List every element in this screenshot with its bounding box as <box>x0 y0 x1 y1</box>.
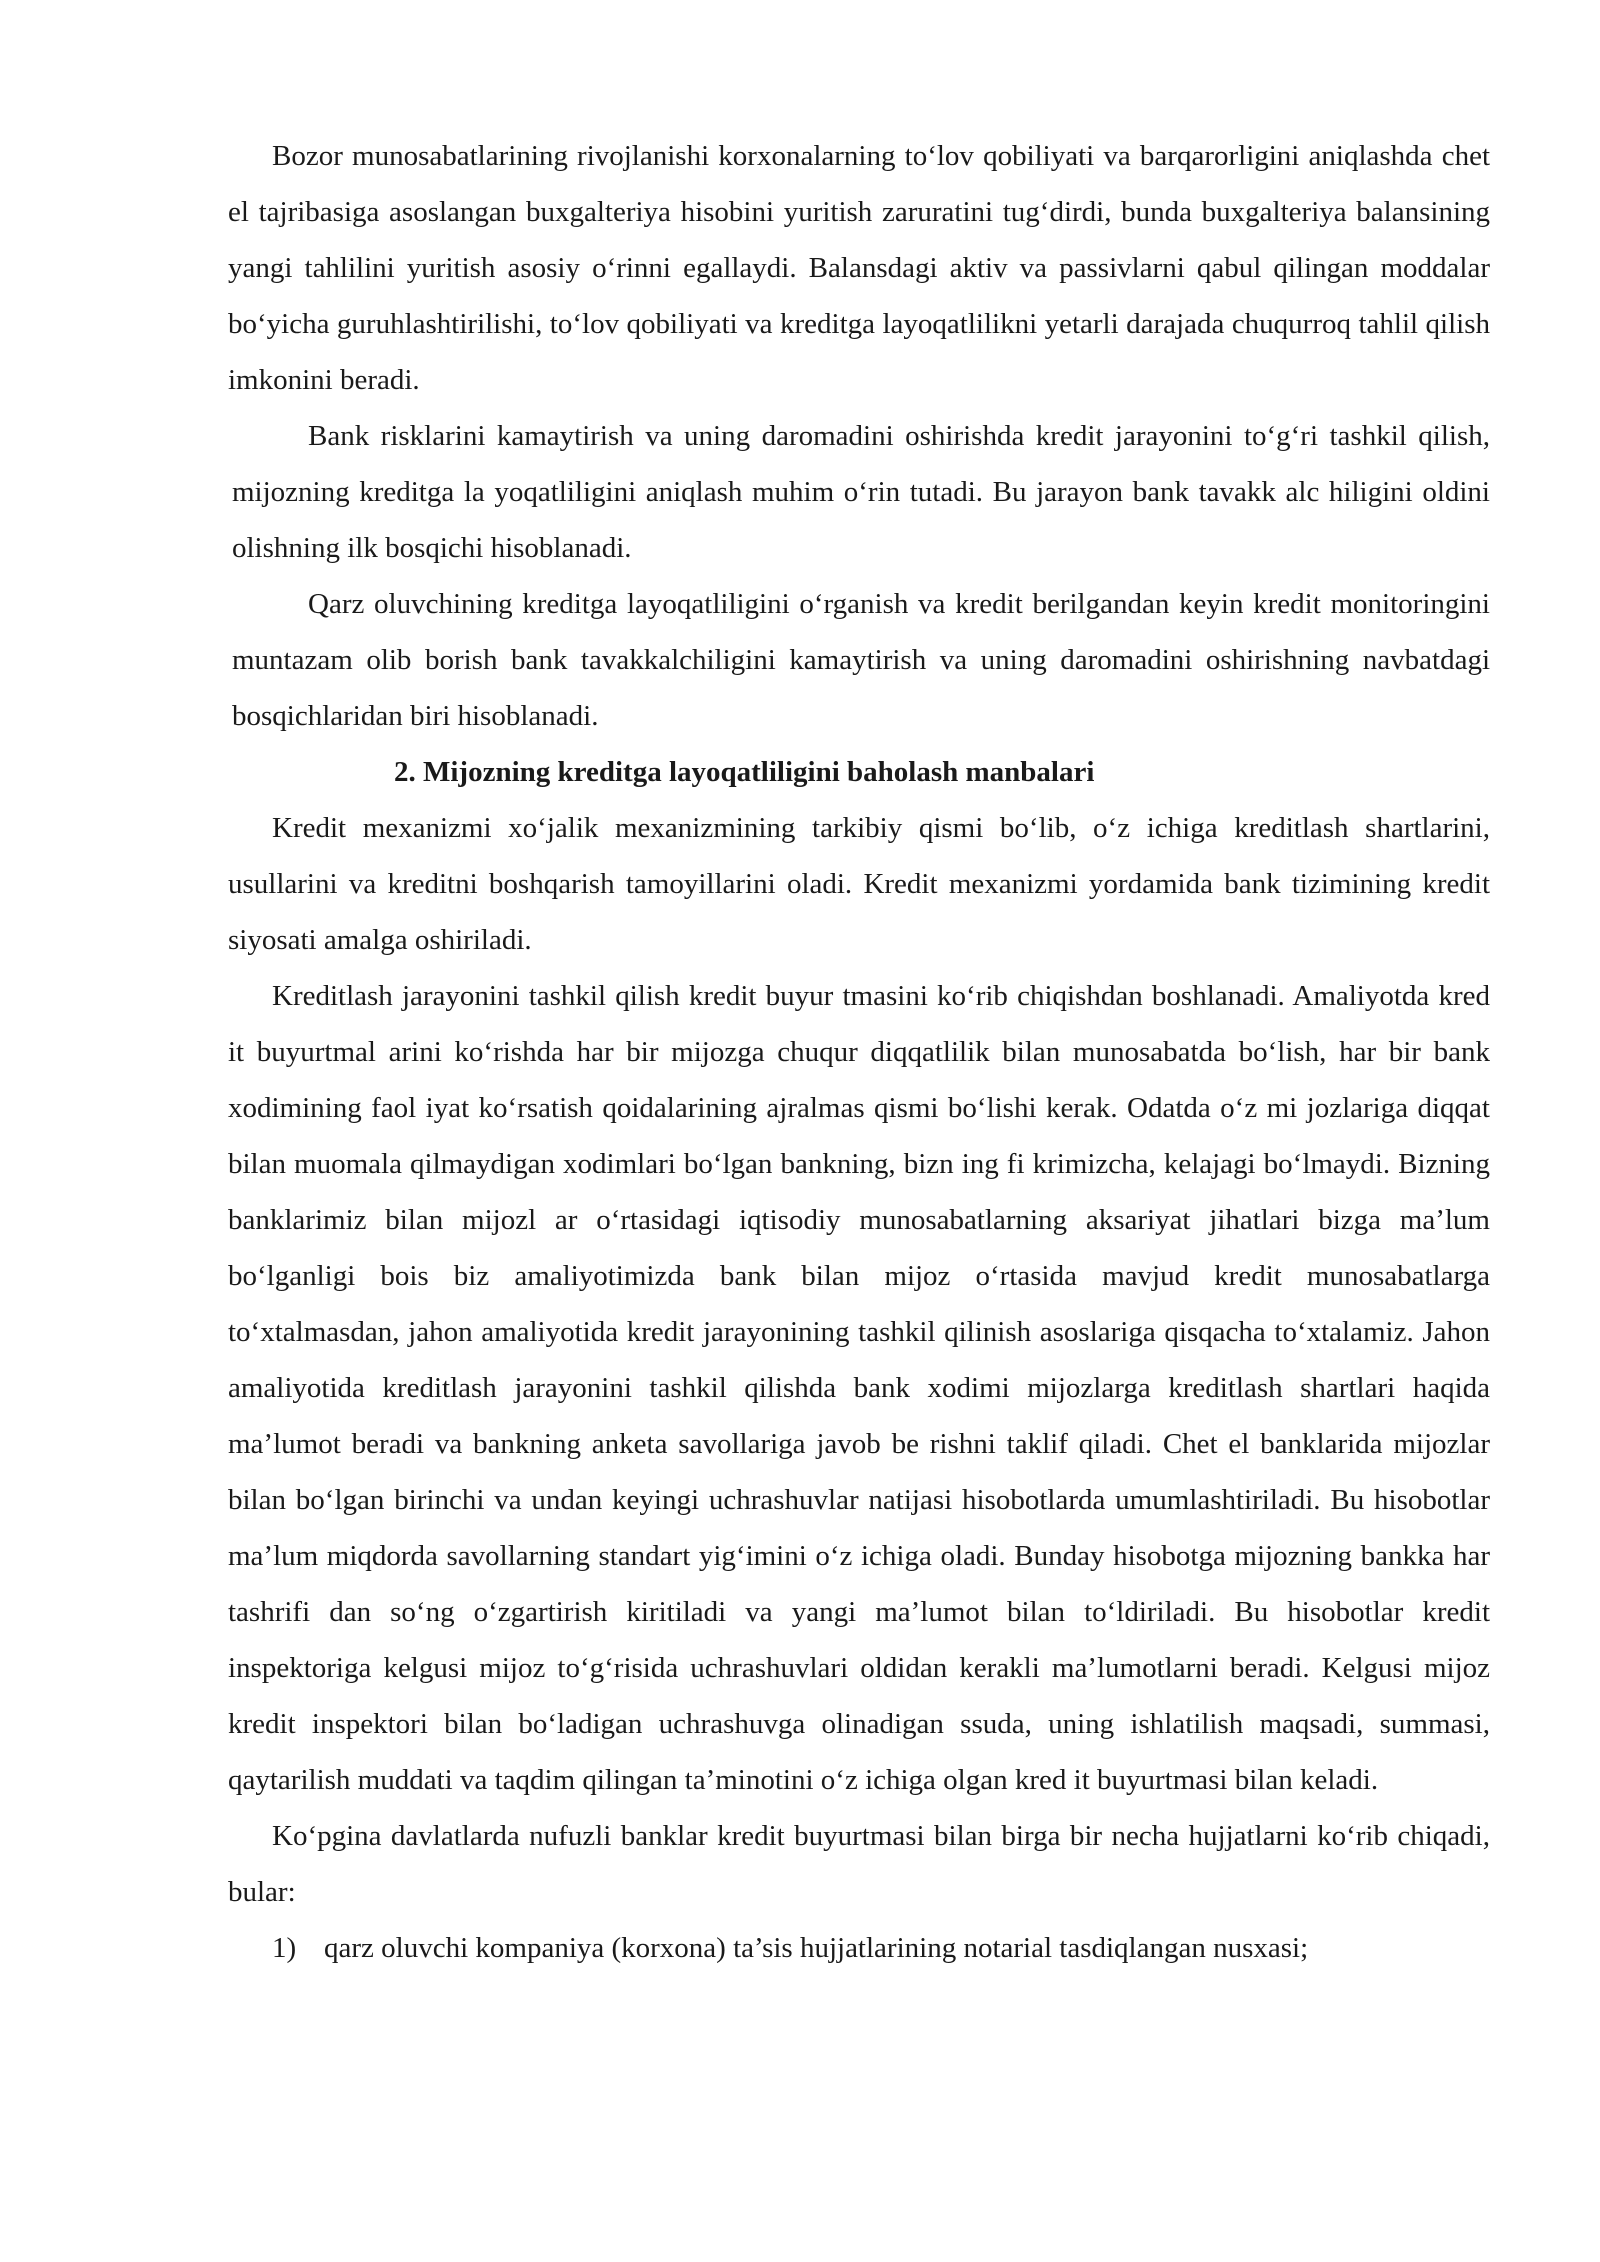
section-heading: 2. Mijozning kreditga layoqatliligini baholash manbalari <box>394 756 1095 788</box>
list-item-number: 1) <box>272 1932 297 1964</box>
paragraph-bank-risks: Bank risklarini kamaytirish va uning daromadini oshirishda kredit jarayonini to‘g‘ri tashkil qilish, mijozning kreditga la yoqatliligini aniqlash muhim o‘rin tutadi. Bu jarayon bank tavakk alc hiligini oldini olishning ilk bosqichi hisoblanadi. <box>232 420 1490 564</box>
list-item-text: qarz oluvchi kompaniya (korxona) ta’sis hujjatlarining notarial tasdiqlangan nusxasi; <box>324 1932 1309 1964</box>
paragraph-borrower-study: Qarz oluvchining kreditga layoqatliligini o‘rganish va kredit berilgandan keyin kredit monitoringini muntazam olib borish bank tavakkalchiligini kamaytirish va uning daromadini oshirishning navbatdagi bosqichlaridan biri hisoblanadi. <box>232 588 1490 732</box>
paragraph-intro: Bozor munosabatlarining rivojlanishi korxonalarning to‘lov qobiliyati va barqarorligini aniqlashda chet el tajribasiga asoslangan buxgalteriya hisobini yuritish zaruratini tug‘dirdi, bunda buxgalteriya balansining yangi tahlilini yuritish asosiy o‘rinni egallaydi. Balansdagi aktiv va passivlarni qabul qilingan moddalar bo‘yicha guruhlashtirilishi, to‘lov qobiliyati va kreditga layoqatlilikni yetarli darajada chuqurroq tahlil qilish imkonini beradi. <box>228 140 1490 396</box>
paragraph-credit-process: Kreditlash jarayonini tashkil qilish kredit buyur tmasini ko‘rib chiqishdan boshlanadi. Amaliyotda kred it buyurtmal arini ko‘rishda har bir mijozga chuqur diqqatlilik bilan munosabatda bo‘lish, har bir bank xodimining faol iyat ko‘rsatish qoidalarining ajralmas qismi bo‘lishi kerak. Odatda o‘z mi jozlariga diqqat bilan muomala qilmaydigan xodimlari bo‘lgan bankning, bizn ing fi krimizcha, kelajagi bo‘lmaydi. Bizning banklarimiz bilan mijozl ar o‘rtasidagi iqtisodiy munosabatlarning aksariyat jihatlari bizga ma’lum bo‘lganligi bois biz amaliyotimizda bank bilan mijoz o‘rtasida mavjud kredit munosabatlarga to‘xtalmasdan, jahon amaliyotida kredit jarayonining tashkil qilinish asoslariga qisqacha to‘xtalamiz. Jahon amaliyotida kreditlash jarayonini tashkil qilishda bank xodimi mijozlarga kreditlash shartlari haqida ma’lumot beradi va bankning anketa savollariga javob be rishni taklif qiladi. Chet el banklarida mijozlar bilan bo‘lgan birinchi va undan keyingi uchrashuvlar natijasi hisobotlarda umumlashtiriladi. Bu hisobotlar ma’lum miqdorda savollarning standart yig‘imini o‘z ichiga oladi. Bunday hisobotga mijozning bankka har tashrifi dan so‘ng o‘zgartirish kiritiladi va yangi ma’lumot bilan to‘ldiriladi. Bu hisobotlar kredit inspektoriga kelgusi mijoz to‘g‘risida uchrashuvlari oldidan kerakli ma’lumotlarni beradi. Kelgusi mijoz kredit inspektori bilan bo‘ladigan uchrashuvga olinadigan ssuda, uning ishlatilish maqsadi, summasi, qaytarilish muddati va taqdim qilingan ta’minotini o‘z ichiga olgan kred it buyurtmasi bilan keladi. <box>228 980 1490 1796</box>
paragraph-credit-mechanism: Kredit mexanizmi xo‘jalik mexanizmining tarkibiy qismi bo‘lib, o‘z ichiga kreditlash shartlarini, usullarini va kreditni boshqarish tamoyillarini oladi. Kredit mexanizmi yordamida bank tizimining kredit siyosati amalga oshiriladi. <box>228 812 1490 956</box>
paragraph-documents-intro: Ko‘pgina davlatlarda nufuzli banklar kredit buyurtmasi bilan birga bir necha hujjatlarni ko‘rib chiqadi, bular: <box>228 1820 1490 1908</box>
list-item <box>228 1920 1490 1976</box>
document-page <box>228 128 1490 1976</box>
